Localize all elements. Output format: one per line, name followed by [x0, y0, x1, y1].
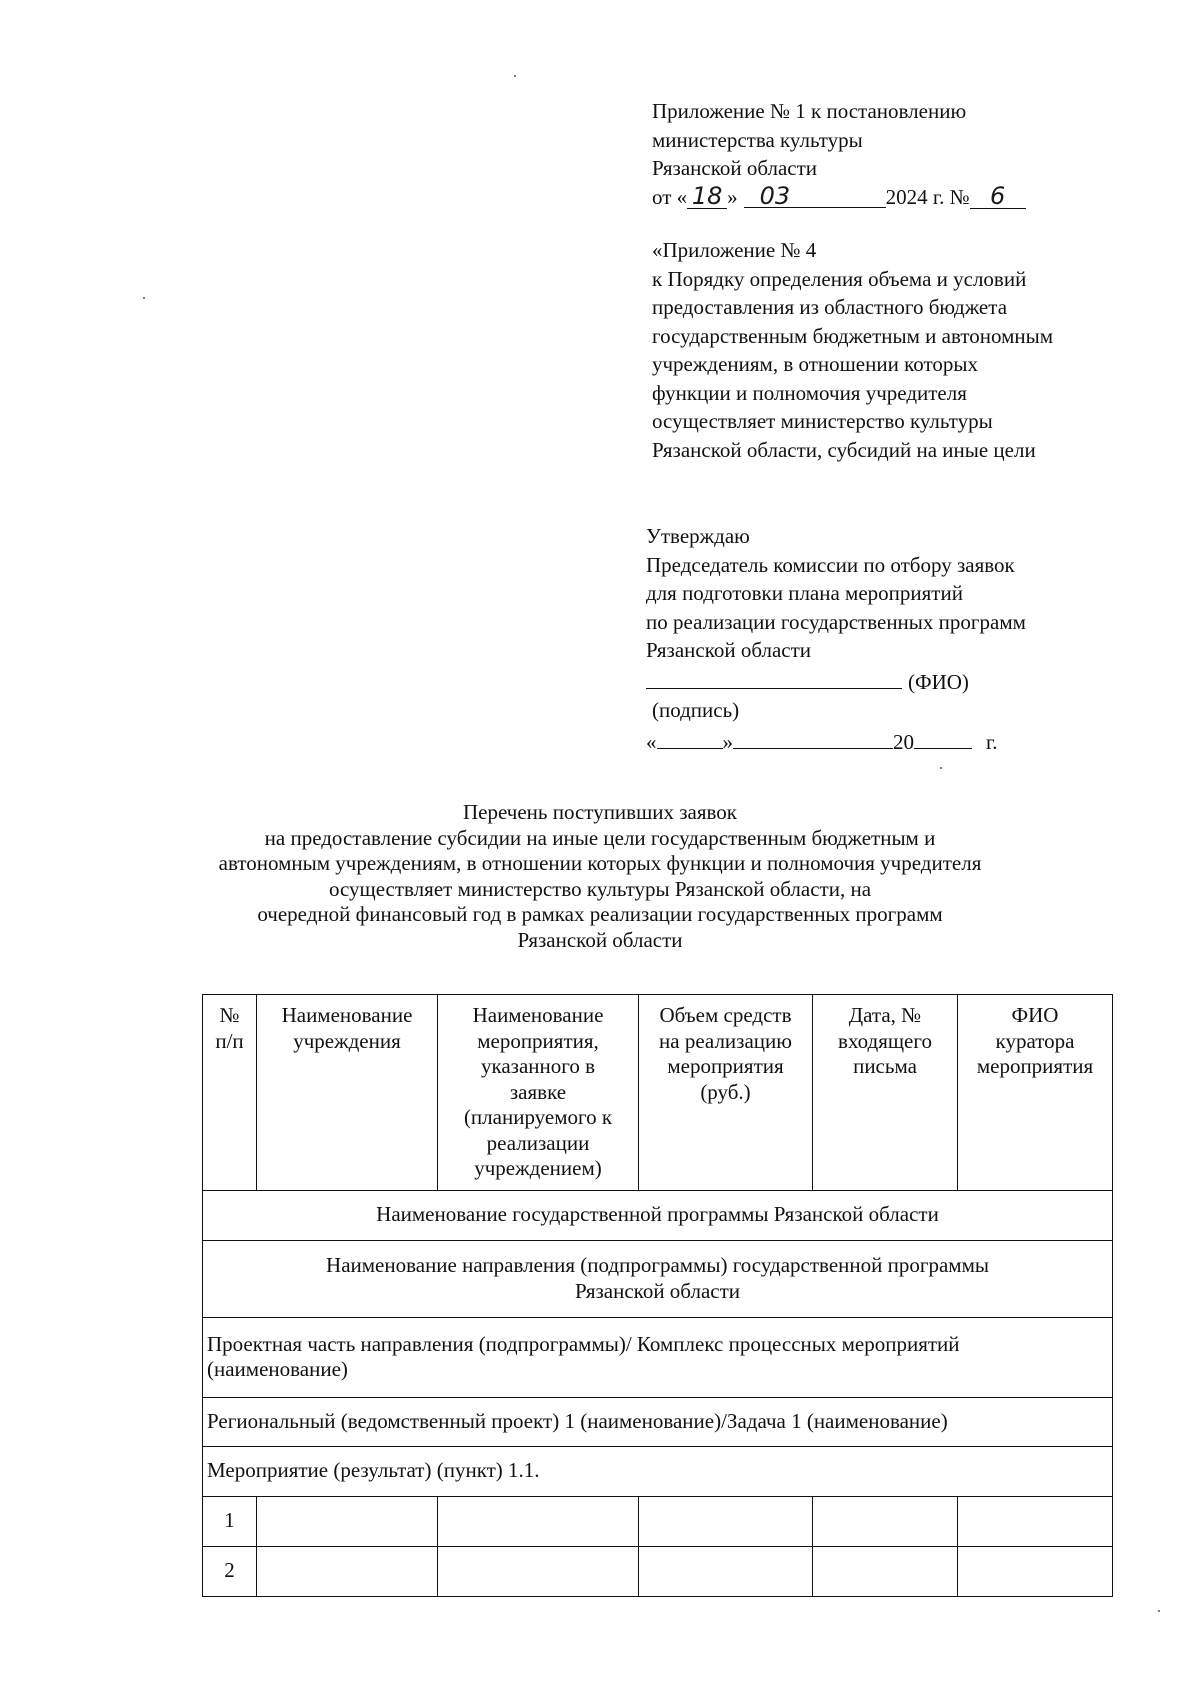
- approval-line: Рязанской области: [646, 638, 812, 662]
- header-curator: [958, 995, 1113, 1191]
- approval-date-open: «: [646, 729, 657, 754]
- appendix-4-line: предоставления из областного бюджета: [652, 295, 1008, 319]
- appendix-4-line: функции и полномочия учредителя: [652, 380, 967, 405]
- approval-year-prefix: 20: [893, 729, 914, 754]
- title-line: Рязанской области: [517, 927, 683, 952]
- header-number: [203, 995, 257, 1191]
- title-line: осуществляет министерство культуры Рязанской области, на: [328, 876, 872, 901]
- header-line: мероприятия: [976, 1054, 1094, 1078]
- approval-date-line: [646, 725, 1026, 757]
- project-part-row: [203, 1317, 1113, 1397]
- appendix-4-line: государственным бюджетным и автономным: [652, 323, 1054, 348]
- header-line: Наименование: [281, 1003, 413, 1027]
- appendix-4-block: [652, 236, 1053, 464]
- date-prefix: от «: [652, 184, 688, 209]
- title-line: очередной финансовый год в рамках реализации государственных программ: [257, 902, 943, 926]
- scan-speck: [1158, 1610, 1160, 1612]
- doc-number-handwritten: 6: [970, 185, 1026, 209]
- row-number: 2: [203, 1546, 257, 1596]
- appendix-line-2: министерства культуры: [652, 127, 863, 152]
- date-year: 2024 г. №: [885, 184, 970, 209]
- header-line: (руб.): [700, 1079, 751, 1104]
- project-part-line: Проектная часть направления (подпрограммы)/ Комплекс процессных мероприятий: [207, 1331, 960, 1356]
- event-row: [203, 1446, 1113, 1496]
- header-line: на реализацию: [659, 1028, 792, 1053]
- header-line: мероприятия: [667, 1054, 784, 1078]
- approval-block: [646, 522, 1026, 756]
- title-line: автономным учреждениям, в отношении которых функции и полномочия учредителя: [218, 851, 982, 875]
- appendix-4-line: осуществляет министерство культуры: [652, 409, 993, 433]
- table-cell: [813, 1496, 958, 1546]
- date-quote-close: »: [727, 184, 738, 209]
- date-day-handwritten: 18: [687, 185, 727, 209]
- table-cell: [958, 1546, 1113, 1596]
- subprogram-row: [203, 1240, 1113, 1317]
- subprogram-cell: [203, 1240, 1113, 1317]
- subprogram-line: Наименование направления (подпрограммы) государственной программы: [326, 1253, 989, 1277]
- scan-speck: [143, 297, 145, 299]
- appendix-4-line: учреждениям, в отношении которых: [652, 352, 978, 376]
- header-event-name: [438, 995, 639, 1191]
- project-part-line: (наименование): [207, 1357, 348, 1381]
- table-cell: [438, 1496, 639, 1546]
- header-line: мероприятия,: [477, 1028, 599, 1053]
- table-row: [203, 1496, 1113, 1546]
- project-part-cell: [203, 1317, 1113, 1397]
- approval-line: для подготовки плана мероприятий: [646, 581, 963, 605]
- appendix-4-line: к Порядку определения объема и условий: [652, 266, 1027, 291]
- document-title: [0, 800, 1200, 953]
- table-cell: [813, 1546, 958, 1596]
- fio-label: (ФИО): [908, 669, 969, 694]
- header-line: п/п: [215, 1028, 244, 1053]
- header-line: №: [219, 1003, 240, 1027]
- table-cell: [958, 1496, 1113, 1546]
- header-line: входящего: [838, 1028, 932, 1053]
- header-line: учреждения: [293, 1028, 401, 1053]
- approval-year-blank: [914, 725, 972, 749]
- table-cell: [257, 1496, 438, 1546]
- signature-blank: [646, 665, 902, 689]
- header-line: Дата, №: [848, 1003, 922, 1027]
- scan-speck: [940, 767, 942, 769]
- header-line: куратора: [995, 1028, 1075, 1053]
- approval-date-close: »: [722, 729, 733, 754]
- appendix-4-line: Рязанской области, субсидий на иные цели: [652, 437, 1036, 462]
- appendix-header: [652, 97, 1026, 211]
- approval-date-suffix: г.: [986, 729, 998, 754]
- subprogram-line: Рязанской области: [574, 1278, 741, 1303]
- appendix-date-line: [652, 183, 1026, 212]
- row-number: 1: [203, 1496, 257, 1546]
- scan-speck: [514, 75, 516, 77]
- approval-line: по реализации государственных программ: [646, 609, 1026, 634]
- approval-line: Утверждаю: [646, 524, 750, 548]
- regional-project-row: [203, 1397, 1113, 1446]
- applications-table: [202, 994, 1113, 1597]
- fio-line: [646, 665, 1026, 697]
- table-cell: [438, 1546, 639, 1596]
- table-row: [203, 1546, 1113, 1596]
- appendix-line-3: Рязанской области: [652, 156, 818, 180]
- header-line: письма: [853, 1054, 917, 1078]
- header-line: учреждением): [474, 1156, 602, 1180]
- approval-month-blank: [733, 725, 893, 749]
- appendix-line-1: Приложение № 1 к постановлению: [652, 99, 967, 123]
- approval-line: Председатель комиссии по отбору заявок: [646, 552, 1015, 577]
- header-letter-date: [813, 995, 958, 1191]
- table-header-row: [203, 995, 1113, 1191]
- header-line: Наименование: [472, 1003, 604, 1027]
- appendix-4-line: «Приложение № 4: [652, 238, 817, 262]
- header-line: указанного в: [480, 1054, 596, 1078]
- header-funds: [639, 995, 813, 1191]
- table-cell: [639, 1496, 813, 1546]
- event-cell: Мероприятие (результат) (пункт) 1.1.: [203, 1446, 1113, 1496]
- header-line: (планируемого к: [463, 1105, 613, 1129]
- header-institution: [257, 995, 438, 1191]
- program-cell: Наименование государственной программы Рязанской области: [203, 1190, 1113, 1240]
- header-line: Объем средств: [659, 1003, 792, 1027]
- regional-project-cell: Региональный (ведомственный проект) 1 (наименование)/Задача 1 (наименование): [203, 1397, 1113, 1446]
- title-line: на предоставление субсидии на иные цели государственным бюджетным и: [264, 825, 936, 850]
- header-line: реализации: [486, 1130, 590, 1155]
- header-line: заявке: [509, 1079, 567, 1104]
- title-line: Перечень поступивших заявок: [462, 800, 737, 824]
- date-month-handwritten: 03: [744, 185, 886, 208]
- header-line: ФИО: [1011, 1003, 1059, 1027]
- approval-day-blank: [657, 725, 723, 749]
- table-cell: [639, 1546, 813, 1596]
- signature-label: (подпись): [652, 698, 740, 722]
- program-row: [203, 1190, 1113, 1240]
- table-cell: [257, 1546, 438, 1596]
